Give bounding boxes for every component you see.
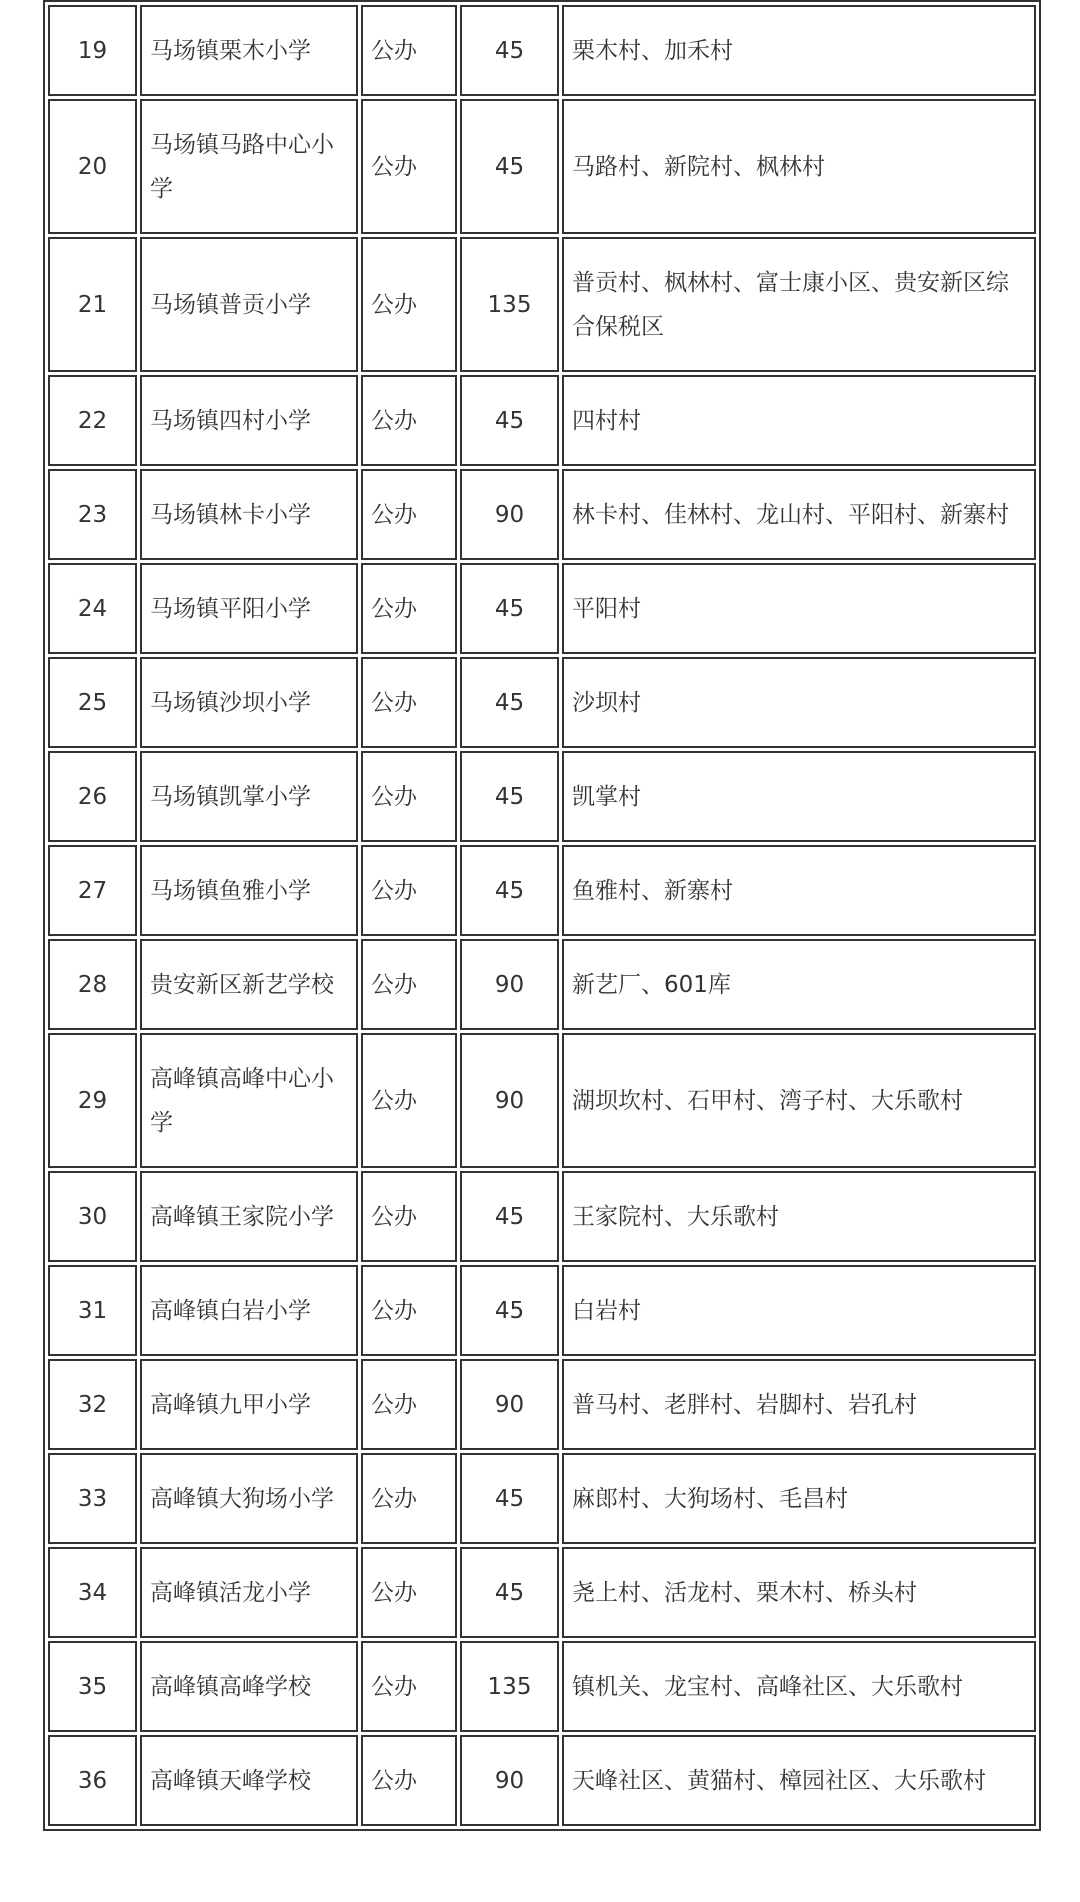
enrollment-count: 45: [460, 1171, 559, 1262]
table-row: [48, 845, 1036, 936]
enrollment-table-container: [43, 0, 1041, 1831]
school-type: 公办: [361, 1265, 457, 1356]
row-number: 20: [48, 99, 137, 234]
table-row: [48, 1265, 1036, 1356]
school-type: 公办: [361, 751, 457, 842]
school-type: 公办: [361, 1641, 457, 1732]
school-enrollment-table: [43, 0, 1041, 1831]
school-type: 公办: [361, 1171, 457, 1262]
row-number: 31: [48, 1265, 137, 1356]
service-area: 王家院村、大乐歌村: [562, 1171, 1036, 1262]
enrollment-count: 135: [460, 1641, 559, 1732]
school-type: 公办: [361, 1735, 457, 1826]
school-type: 公办: [361, 563, 457, 654]
school-type: 公办: [361, 845, 457, 936]
row-number: 33: [48, 1453, 137, 1544]
row-number: 26: [48, 751, 137, 842]
table-row: [48, 563, 1036, 654]
enrollment-count: 45: [460, 1547, 559, 1638]
table-row: [48, 375, 1036, 466]
table-row: [48, 1171, 1036, 1262]
enrollment-count: 90: [460, 1033, 559, 1168]
row-number: 35: [48, 1641, 137, 1732]
table-row: [48, 1641, 1036, 1732]
school-name: 高峰镇九甲小学: [140, 1359, 358, 1450]
school-type: 公办: [361, 657, 457, 748]
school-type: 公办: [361, 1453, 457, 1544]
school-type: 公办: [361, 237, 457, 372]
service-area: 镇机关、龙宝村、高峰社区、大乐歌村: [562, 1641, 1036, 1732]
service-area: 湖坝坎村、石甲村、湾子村、大乐歌村: [562, 1033, 1036, 1168]
enrollment-count: 45: [460, 1453, 559, 1544]
school-type: 公办: [361, 1359, 457, 1450]
service-area: 尧上村、活龙村、栗木村、桥头村: [562, 1547, 1036, 1638]
school-name: 马场镇普贡小学: [140, 237, 358, 372]
service-area: 麻郎村、大狗场村、毛昌村: [562, 1453, 1036, 1544]
service-area: 鱼雅村、新寨村: [562, 845, 1036, 936]
school-name: 马场镇平阳小学: [140, 563, 358, 654]
enrollment-count: 45: [460, 375, 559, 466]
enrollment-count: 45: [460, 845, 559, 936]
service-area: 白岩村: [562, 1265, 1036, 1356]
service-area: 林卡村、佳林村、龙山村、平阳村、新寨村: [562, 469, 1036, 560]
school-type: 公办: [361, 1547, 457, 1638]
school-type: 公办: [361, 1033, 457, 1168]
service-area: 马路村、新院村、枫林村: [562, 99, 1036, 234]
school-name: 高峰镇活龙小学: [140, 1547, 358, 1638]
table-row: [48, 1735, 1036, 1826]
enrollment-count: 45: [460, 1265, 559, 1356]
school-name: 马场镇沙坝小学: [140, 657, 358, 748]
table-row: [48, 1453, 1036, 1544]
enrollment-count: 135: [460, 237, 559, 372]
row-number: 32: [48, 1359, 137, 1450]
school-type: 公办: [361, 5, 457, 96]
table-body: [48, 5, 1036, 1826]
enrollment-count: 45: [460, 5, 559, 96]
school-name: 高峰镇白岩小学: [140, 1265, 358, 1356]
enrollment-count: 45: [460, 657, 559, 748]
school-name: 高峰镇高峰中心小学: [140, 1033, 358, 1168]
row-number: 19: [48, 5, 137, 96]
row-number: 21: [48, 237, 137, 372]
table-row: [48, 237, 1036, 372]
school-name: 马场镇四村小学: [140, 375, 358, 466]
service-area: 平阳村: [562, 563, 1036, 654]
enrollment-count: 90: [460, 1359, 559, 1450]
row-number: 23: [48, 469, 137, 560]
school-name: 马场镇栗木小学: [140, 5, 358, 96]
service-area: 四村村: [562, 375, 1036, 466]
school-name: 高峰镇大狗场小学: [140, 1453, 358, 1544]
school-name: 高峰镇王家院小学: [140, 1171, 358, 1262]
enrollment-count: 45: [460, 99, 559, 234]
service-area: 天峰社区、黄猫村、樟园社区、大乐歌村: [562, 1735, 1036, 1826]
row-number: 27: [48, 845, 137, 936]
enrollment-count: 90: [460, 469, 559, 560]
table-row: [48, 657, 1036, 748]
service-area: 栗木村、加禾村: [562, 5, 1036, 96]
table-row: [48, 1359, 1036, 1450]
enrollment-count: 90: [460, 1735, 559, 1826]
table-row: [48, 99, 1036, 234]
school-name: 马场镇马路中心小学: [140, 99, 358, 234]
service-area: 新艺厂、601库: [562, 939, 1036, 1030]
table-row: [48, 1547, 1036, 1638]
row-number: 28: [48, 939, 137, 1030]
row-number: 36: [48, 1735, 137, 1826]
enrollment-count: 90: [460, 939, 559, 1030]
school-name: 高峰镇天峰学校: [140, 1735, 358, 1826]
school-name: 马场镇凯掌小学: [140, 751, 358, 842]
school-name: 贵安新区新艺学校: [140, 939, 358, 1030]
school-name: 高峰镇高峰学校: [140, 1641, 358, 1732]
service-area: 沙坝村: [562, 657, 1036, 748]
school-type: 公办: [361, 469, 457, 560]
school-type: 公办: [361, 99, 457, 234]
row-number: 34: [48, 1547, 137, 1638]
table-row: [48, 751, 1036, 842]
school-type: 公办: [361, 375, 457, 466]
school-type: 公办: [361, 939, 457, 1030]
row-number: 22: [48, 375, 137, 466]
school-name: 马场镇林卡小学: [140, 469, 358, 560]
table-row: [48, 939, 1036, 1030]
table-row: [48, 469, 1036, 560]
school-name: 马场镇鱼雅小学: [140, 845, 358, 936]
table-row: [48, 5, 1036, 96]
table-row: [48, 1033, 1036, 1168]
row-number: 24: [48, 563, 137, 654]
row-number: 29: [48, 1033, 137, 1168]
service-area: 普贡村、枫林村、富士康小区、贵安新区综合保税区: [562, 237, 1036, 372]
enrollment-count: 45: [460, 751, 559, 842]
enrollment-count: 45: [460, 563, 559, 654]
row-number: 30: [48, 1171, 137, 1262]
service-area: 普马村、老胖村、岩脚村、岩孔村: [562, 1359, 1036, 1450]
row-number: 25: [48, 657, 137, 748]
service-area: 凯掌村: [562, 751, 1036, 842]
